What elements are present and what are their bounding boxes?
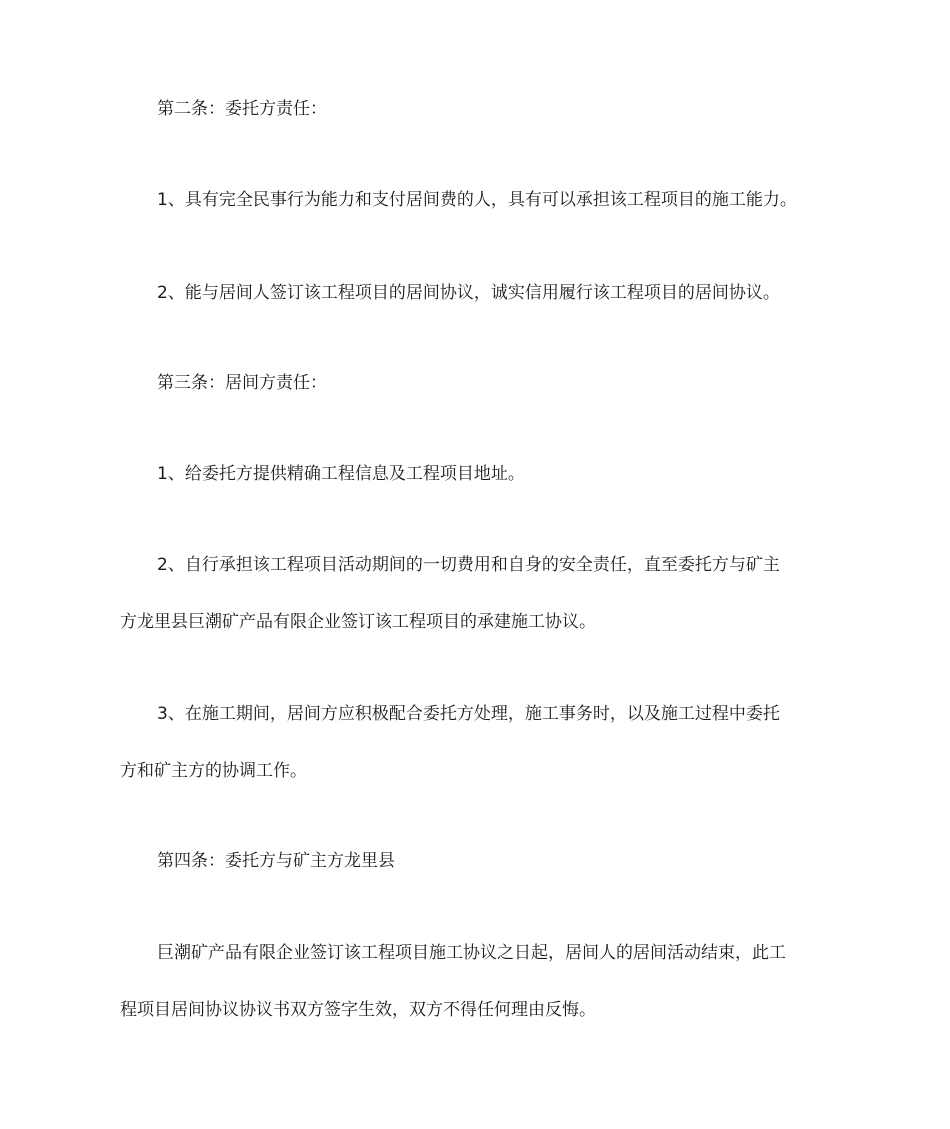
article-3-item-1: 1、给委托方提供精确工程信息及工程项目地址。 [157, 464, 525, 484]
article-2-item-2: 2、能与居间人签订该工程项目的居间协议，诚实信用履行该工程项目的居间协议。 [157, 283, 780, 303]
article-2-item-1: 1、具有完全民事行为能力和支付居间费的人，具有可以承担该工程项目的施工能力。 [157, 190, 797, 210]
article-3-item-3-line-1: 3、在施工期间，居间方应积极配合委托方处理，施工事务时，以及施工过程中委托 [157, 704, 780, 724]
article-3-item-3-line-2: 方和矿主方的协调工作。 [120, 761, 307, 781]
article-3-item-2-line-2: 方龙里县巨潮矿产品有限企业签订该工程项目的承建施工协议。 [120, 612, 596, 632]
article-4-body-line-1: 巨潮矿产品有限企业签订该工程项目施工协议之日起，居间人的居间活动结束，此工 [157, 943, 786, 963]
article-3-item-2-line-1: 2、自行承担该工程项目活动期间的一切费用和自身的安全责任，直至委托方与矿主 [157, 555, 780, 575]
article-4-body-line-2: 程项目居间协议协议书双方签字生效，双方不得任何理由反悔。 [120, 1000, 596, 1020]
article-2-heading: 第二条：委托方责任： [157, 99, 327, 119]
article-4-heading: 第四条：委托方与矿主方龙里县 [157, 851, 395, 871]
article-3-heading: 第三条：居间方责任： [157, 373, 327, 393]
